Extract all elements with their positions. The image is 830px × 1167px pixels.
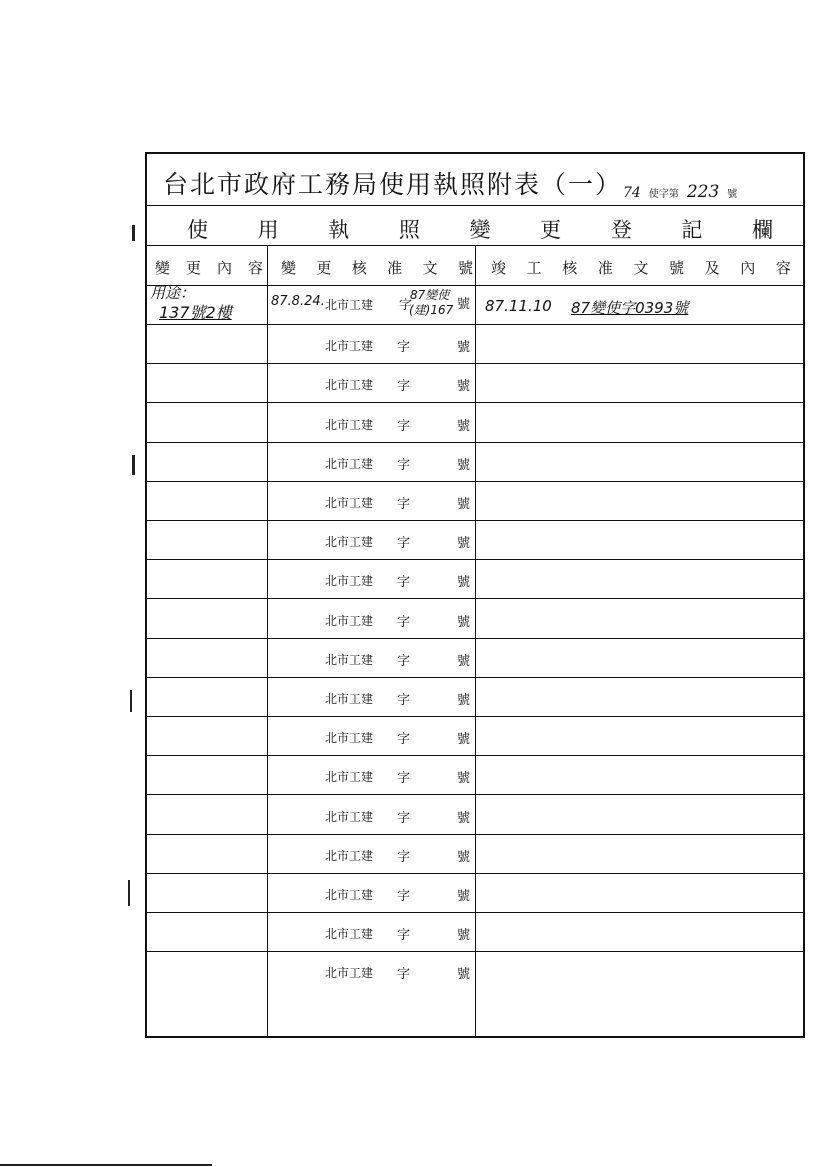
scan-mark (132, 225, 135, 241)
office-label: 北市工建 (325, 888, 374, 902)
header-char: 文 (633, 259, 649, 277)
header-char: 變 (155, 259, 171, 277)
title-row (147, 154, 803, 206)
office-label: 北市工建 (325, 298, 374, 312)
completion-ref: 87變使字0393號 (571, 299, 689, 317)
scan-bottom-line (0, 1164, 212, 1166)
suffix-label: 號 (457, 732, 471, 748)
suffix-label: 號 (457, 771, 471, 787)
header-char: 准 (387, 259, 403, 277)
word-label: 字 (397, 457, 411, 473)
word-label: 字 (397, 575, 411, 591)
change-content-1: 用途： (150, 284, 196, 302)
office-label: 北市工建 (325, 339, 374, 354)
word-label: 字 (397, 849, 411, 865)
word-label: 字 (397, 810, 411, 826)
suffix-label: 號 (457, 849, 471, 865)
header-char: 工 (526, 259, 542, 277)
suffix-label: 號 (457, 418, 471, 434)
word-label: 字 (397, 379, 411, 395)
word-label: 字 (397, 771, 411, 787)
form-title: 台北市政府工務局使用執照附表（一） (163, 170, 623, 199)
table-row (147, 364, 803, 403)
suffix-label: 號 (457, 928, 471, 944)
suffix-label: 號 (457, 693, 471, 708)
header-char: 核 (562, 259, 578, 277)
section-title (187, 214, 773, 244)
office-label: 北市工建 (325, 496, 374, 510)
office-label: 北市工建 (325, 535, 374, 550)
table-row (147, 404, 803, 443)
table-row (147, 286, 803, 325)
office-label: 北市工建 (325, 770, 374, 785)
table-row (147, 874, 803, 913)
word-label: 字 (397, 653, 411, 669)
word-label: 字 (399, 298, 413, 313)
suffix-label: 號 (457, 340, 471, 356)
suffix-label: 號 (457, 810, 471, 826)
office-label: 北市工建 (325, 456, 374, 471)
approval-ref: 87變使 (410, 288, 450, 302)
header-char: 更 (540, 218, 562, 242)
header-char: 容 (775, 259, 791, 277)
office-label: 北市工建 (325, 378, 374, 393)
header-char: 變 (281, 259, 297, 277)
word-label: 字 (397, 418, 411, 434)
permit-number: 74 使字第 223 號 (623, 182, 738, 202)
suffix-label: 號 (457, 497, 471, 512)
table-row (147, 325, 803, 364)
table-row (147, 560, 803, 599)
office-label: 北市工建 (325, 966, 374, 981)
header-char: 號 (457, 259, 473, 277)
table-row (147, 835, 803, 874)
office-label: 北市工建 (325, 731, 374, 746)
office-label: 北市工建 (325, 848, 374, 863)
office-label: 北市工建 (325, 613, 374, 628)
change-content-2: 137號2樓 (159, 303, 232, 322)
suffix-label: 號 (457, 889, 471, 904)
header-char: 容 (247, 259, 263, 277)
scan-mark (132, 455, 135, 475)
word-label: 字 (397, 732, 411, 748)
suffix-label: 號 (457, 457, 471, 473)
office-label: 北市工建 (325, 692, 374, 706)
office-label: 北市工建 (325, 927, 374, 942)
word-label: 字 (397, 928, 411, 944)
suffix-label: 號 (457, 536, 471, 552)
header-char: 號 (669, 259, 685, 277)
word-label: 字 (397, 693, 411, 708)
suffix-label: 號 (457, 575, 471, 591)
header-char: 准 (597, 259, 613, 277)
table-row (147, 639, 803, 678)
header-char: 及 (704, 259, 720, 277)
word-label: 字 (397, 889, 411, 904)
header-char: 更 (185, 259, 201, 277)
header-char: 內 (216, 259, 232, 277)
table-row (147, 952, 803, 991)
office-label: 北市工建 (325, 652, 374, 667)
completion-date: 87.11.10 (485, 297, 552, 315)
suffix-label: 號 (457, 379, 471, 395)
approval-ref-2: (建)167 (409, 303, 454, 317)
table-row (147, 717, 803, 756)
header-char: 文 (422, 259, 438, 277)
table-row (147, 482, 803, 521)
approval-date: 87.8.24. (271, 294, 325, 309)
office-label: 北市工建 (325, 417, 374, 432)
header-completion-doc (491, 257, 791, 278)
table-row (147, 600, 803, 639)
suffix-label: 號 (457, 297, 471, 312)
office-label: 北市工建 (325, 574, 374, 589)
header-char: 登 (610, 218, 632, 242)
header-char: 使 (187, 218, 208, 242)
header-char: 變 (469, 218, 491, 242)
header-char: 執 (328, 218, 350, 242)
table-row (147, 796, 803, 835)
header-approval-doc (281, 257, 473, 278)
table-row (147, 521, 803, 560)
table-row (147, 756, 803, 795)
scan-mark (130, 690, 132, 712)
suffix-label: 號 (457, 653, 471, 669)
header-char: 用 (257, 218, 279, 242)
word-label: 字 (397, 536, 411, 552)
table-row (147, 913, 803, 952)
scan-mark (128, 880, 130, 906)
header-char: 欄 (752, 218, 773, 242)
word-label: 字 (397, 340, 411, 356)
section-row (147, 206, 803, 246)
header-char: 照 (398, 218, 420, 242)
header-char: 更 (316, 259, 332, 277)
header-change-content (155, 257, 263, 278)
table-row (147, 678, 803, 717)
word-label: 字 (397, 614, 411, 630)
suffix-label: 號 (457, 967, 471, 983)
header-char: 內 (740, 259, 756, 277)
suffix-label: 號 (457, 614, 471, 630)
word-label: 字 (397, 967, 411, 983)
permit-appendix-form (145, 152, 805, 1038)
table-row (147, 443, 803, 482)
header-char: 核 (351, 259, 367, 277)
office-label: 北市工建 (325, 809, 374, 824)
header-char: 竣 (491, 259, 507, 277)
word-label: 字 (397, 497, 411, 512)
header-char: 記 (681, 218, 703, 242)
